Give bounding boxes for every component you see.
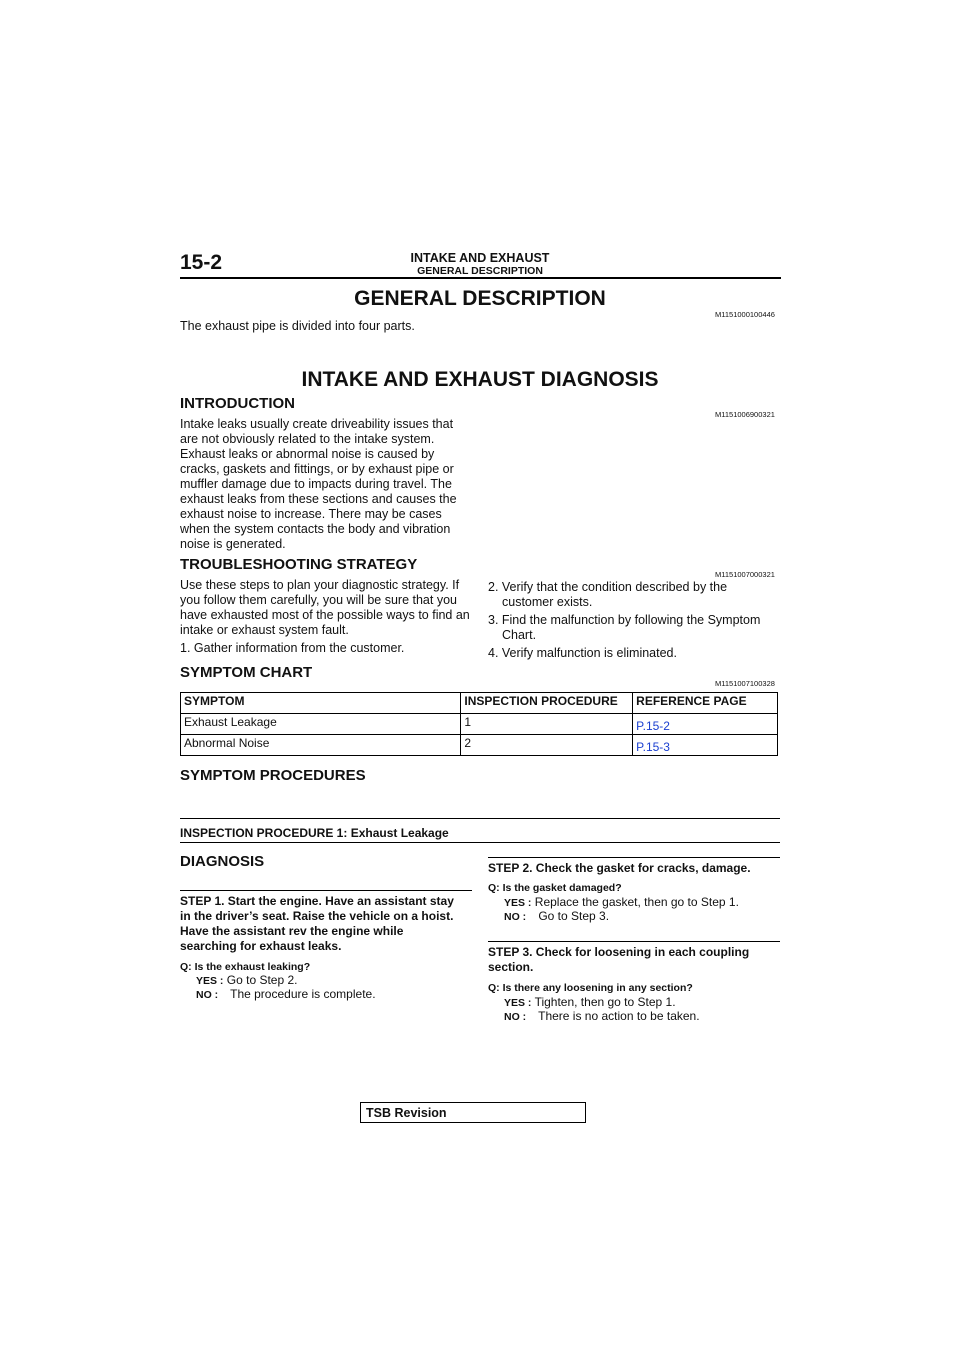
no-label: NO :: [196, 989, 219, 1001]
column-header: REFERENCE PAGE: [633, 693, 778, 714]
text-line: Intake leaks usually create driveability issues that: [180, 417, 454, 431]
strategy-step-1: 1. Gather information from the customer.: [180, 641, 405, 655]
diagnosis-subheading: DIAGNOSIS: [180, 853, 265, 870]
reference-link[interactable]: P.15-2: [633, 714, 778, 735]
diagnosis-heading: INTAKE AND EXHAUST DIAGNOSIS: [301, 368, 659, 391]
header-rule: [180, 277, 781, 279]
column-header: INSPECTION PROCEDURE: [461, 693, 633, 714]
yes-answer: Replace the gasket, then go to Step 1.: [534, 895, 739, 909]
strategy-step-2: 2. Verify that the condition described by the customer exists.: [488, 580, 728, 609]
symptom-table: [180, 692, 778, 756]
yes-label: YES :: [504, 997, 532, 1009]
strategy-body: [180, 578, 480, 656]
introduction-body: [180, 417, 480, 552]
no-label: NO :: [504, 911, 527, 923]
text-line: Exhaust leaks or abnormal noise is caused by: [180, 447, 435, 461]
step-2-yes: [504, 895, 739, 910]
step-2-no: [504, 909, 609, 924]
yes-answer: Tighten, then go to Step 1.: [534, 995, 676, 1009]
text-line: muffler damage due to impacts during travel. The: [180, 477, 452, 491]
divider: [488, 941, 780, 942]
general-description-code: M1151000100446: [715, 310, 775, 319]
step-1-question: Q: Is the exhaust leaking?: [180, 961, 311, 973]
chapter-title: INTAKE AND EXHAUST: [410, 251, 550, 265]
reference-link[interactable]: P.15-3: [633, 735, 778, 756]
step-3: [488, 945, 780, 975]
step-1: [180, 894, 475, 954]
text-line: exhaust leaks from these sections and causes the: [180, 492, 457, 506]
step-line: in the driver’s seat. Raise the vehicle on a hoist.: [180, 909, 454, 923]
text-line: Use these steps to plan your diagnostic strategy. If: [180, 578, 460, 592]
strategy-step-4: 4. Verify malfunction is eliminated.: [488, 646, 677, 660]
step-line: STEP 3. Check for loosening in each coupling: [488, 945, 750, 959]
divider: [180, 890, 472, 891]
symptom-chart-code: M1151007100328: [715, 679, 775, 688]
no-label: NO :: [504, 1011, 527, 1023]
table-row: [181, 714, 778, 735]
step-2-title: STEP 2. Check the gasket for cracks, damage.: [488, 861, 751, 875]
step-line: searching for exhaust leaks.: [180, 939, 342, 953]
step-line: STEP 1. Start the engine. Have an assistant stay: [180, 894, 454, 908]
procedure-cell: 2: [461, 735, 633, 756]
divider: [180, 842, 780, 843]
divider: [488, 857, 780, 858]
symptom-chart-heading: SYMPTOM CHART: [180, 664, 313, 681]
step-3-no: [504, 1009, 700, 1024]
no-answer: The procedure is complete.: [230, 987, 376, 1001]
text-line: exhaust noise to increase. There may be cases: [180, 507, 442, 521]
strategy-code: M1151007000321: [715, 570, 775, 579]
text-line: when the system contacts the body and vibration: [180, 522, 451, 536]
step-2-question: Q: Is the gasket damaged?: [488, 882, 622, 894]
no-answer: There is no action to be taken.: [538, 1009, 700, 1023]
strategy-steps-right: [488, 580, 773, 661]
introduction-heading: INTRODUCTION: [180, 395, 295, 412]
table-row: [181, 735, 778, 756]
strategy-step-3: 3. Find the malfunction by following the Symptom Chart.: [488, 613, 761, 642]
text-line: you follow them carefully, you will be sure that you: [180, 593, 457, 607]
text-line: intake or exhaust system fault.: [180, 623, 349, 637]
yes-answer: Go to Step 2.: [226, 973, 298, 987]
step-3-question: Q: Is there any loosening in any section?: [488, 982, 693, 994]
text-line: have exhausted most of the possible ways to find an: [180, 608, 470, 622]
symptom-cell: Exhaust Leakage: [181, 714, 461, 735]
text-line: are not obviously related to the intake system.: [180, 432, 435, 446]
yes-label: YES :: [196, 975, 224, 987]
text-line: cracks, gaskets and fittings, or by exhaust pipe or: [180, 462, 454, 476]
step-line: section.: [488, 960, 534, 974]
procedure-cell: 1: [461, 714, 633, 735]
step-3-yes: [504, 995, 676, 1010]
symptom-cell: Abnormal Noise: [181, 735, 461, 756]
step-line: Have the assistant rev the engine while: [180, 924, 404, 938]
no-answer: Go to Step 3.: [538, 909, 610, 923]
general-description-text: The exhaust pipe is divided into four parts.: [180, 319, 415, 333]
text-line: noise is generated.: [180, 537, 286, 551]
yes-label: YES :: [504, 897, 532, 909]
step-1-no: [196, 987, 376, 1002]
symptom-procedures-heading: SYMPTOM PROCEDURES: [180, 767, 366, 784]
inspection-procedure-title: INSPECTION PROCEDURE 1: Exhaust Leakage: [180, 826, 449, 840]
step-1-yes: [196, 973, 298, 988]
divider: [180, 818, 780, 819]
general-description-heading: GENERAL DESCRIPTION: [354, 287, 606, 310]
introduction-code: M1151006900321: [715, 410, 775, 419]
section-title: GENERAL DESCRIPTION: [417, 265, 543, 277]
strategy-heading: TROUBLESHOOTING STRATEGY: [180, 556, 418, 573]
page-number: 15-2: [180, 251, 223, 274]
column-header: SYMPTOM: [181, 693, 461, 714]
tsb-revision-label: TSB Revision: [366, 1106, 447, 1120]
table-header-row: [181, 693, 778, 714]
